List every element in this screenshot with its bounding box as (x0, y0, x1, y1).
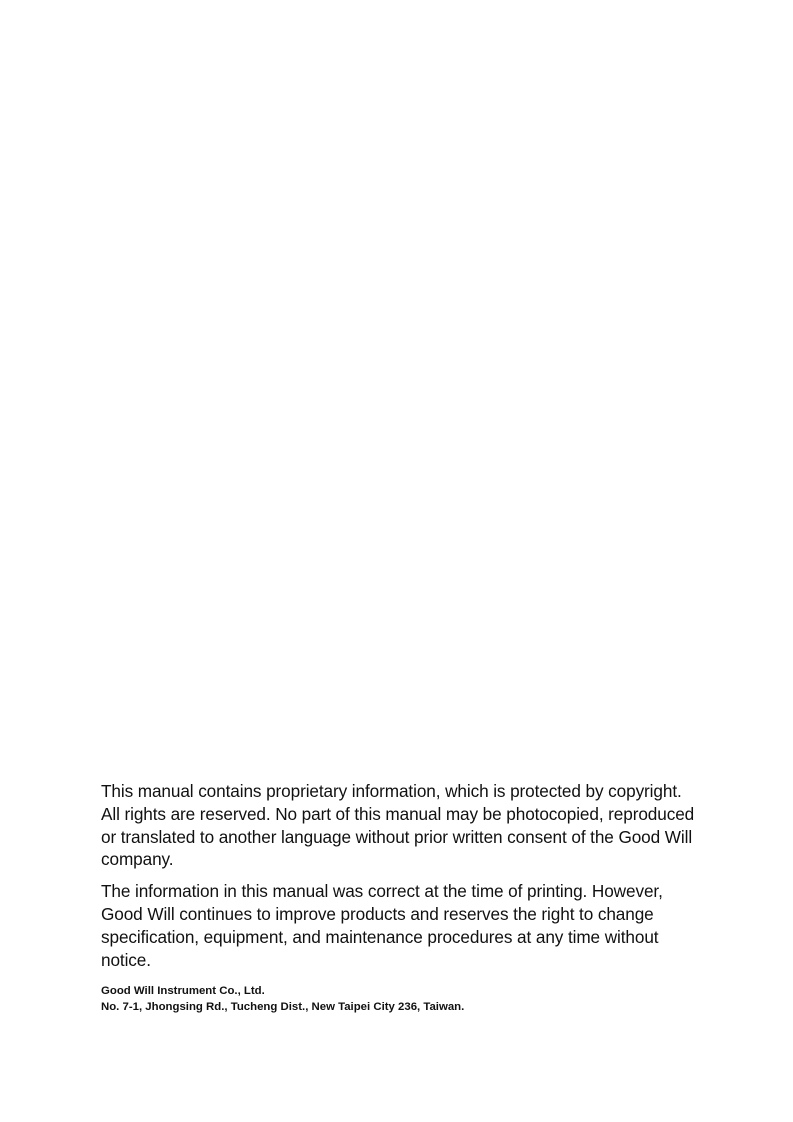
information-paragraph: The information in this manual was correct at the time of printing. However, Good Will continues to improve products and reserves the right to change specification, equipment, and maintenance procedures at any time without notice. (101, 881, 663, 970)
copyright-notice (101, 780, 701, 1015)
company-info (101, 983, 701, 1015)
company-name: Good Will Instrument Co., Ltd. (101, 985, 265, 998)
copyright-paragraph: This manual contains proprietary information, which is protected by copyright. All rights are reserved. No part of this manual may be photocopied, reproduced or translated to another language without prior written consent of the Good Will company. (101, 781, 695, 870)
company-address: No. 7-1, Jhongsing Rd., Tucheng Dist., New Taipei City 236, Taiwan. (101, 1001, 465, 1014)
